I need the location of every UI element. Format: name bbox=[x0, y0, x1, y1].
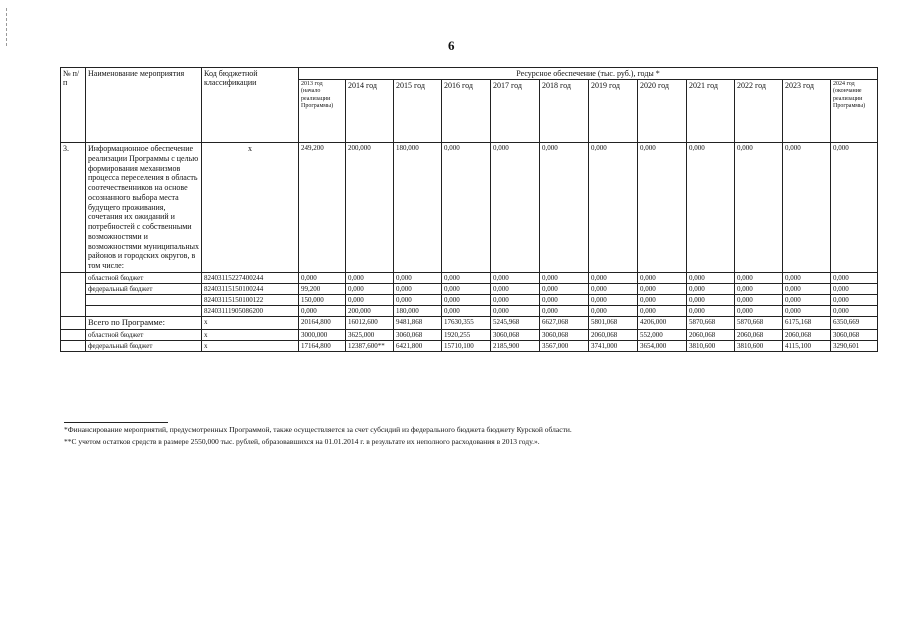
table-cell: 3060,068 bbox=[491, 329, 540, 340]
table-cell: 12387,600** bbox=[346, 340, 394, 351]
header-name: Наименование мероприятия bbox=[86, 68, 202, 143]
total-label: федеральный бюджет bbox=[86, 340, 202, 351]
table-cell: 0,000 bbox=[442, 143, 491, 273]
table-cell: 0,000 bbox=[491, 306, 540, 317]
total-label: областной бюджет bbox=[86, 329, 202, 340]
header-year: 2020 год bbox=[638, 80, 687, 143]
table-cell: 2185,900 bbox=[491, 340, 540, 351]
table-cell: 17164,800 bbox=[299, 340, 346, 351]
header-year: 2015 год bbox=[394, 80, 442, 143]
footnote-2: **С учетом остатков средств в размере 2550,000 тыс. рублей, образовавшихся на 01.01.2014 г. в результате их неполного расходования в 2013 году.». bbox=[64, 437, 540, 446]
header-year: 2019 год bbox=[589, 80, 638, 143]
table-cell: 0,000 bbox=[687, 143, 735, 273]
table-cell: 0,000 bbox=[442, 295, 491, 306]
table-cell: 0,000 bbox=[735, 295, 783, 306]
table-cell: 5870,668 bbox=[687, 317, 735, 330]
table-cell: 20164,800 bbox=[299, 317, 346, 330]
row-code: 82403111905086200 bbox=[202, 306, 299, 317]
page-number: 6 bbox=[448, 38, 455, 53]
table-cell: 0,000 bbox=[831, 306, 878, 317]
scan-margin-mark bbox=[6, 8, 8, 46]
total-label: Всего по Программе: bbox=[86, 317, 202, 330]
table-cell: 0,000 bbox=[491, 283, 540, 294]
table-cell: 2060,068 bbox=[783, 329, 831, 340]
table-cell: 16012,600 bbox=[346, 317, 394, 330]
row-label bbox=[86, 295, 202, 306]
table-cell: 0,000 bbox=[638, 283, 687, 294]
table-cell: 3060,068 bbox=[540, 329, 589, 340]
table-cell: 6175,168 bbox=[783, 317, 831, 330]
header-year: 2013 год (начало реализации Программы) bbox=[299, 80, 346, 143]
table-cell: 2060,068 bbox=[735, 329, 783, 340]
table-row bbox=[61, 283, 878, 294]
table-cell: 3810,600 bbox=[735, 340, 783, 351]
row-label: федеральный бюджет bbox=[86, 283, 202, 294]
table-cell: 5870,668 bbox=[735, 317, 783, 330]
table-cell: 17630,355 bbox=[442, 317, 491, 330]
footnotes bbox=[64, 422, 824, 448]
table-cell: 0,000 bbox=[442, 306, 491, 317]
table-row bbox=[61, 306, 878, 317]
table-cell: 99,200 bbox=[299, 283, 346, 294]
table-cell: 0,000 bbox=[346, 272, 394, 283]
table-cell: 6627,068 bbox=[540, 317, 589, 330]
table-cell: 0,000 bbox=[735, 283, 783, 294]
table-cell: 0,000 bbox=[589, 295, 638, 306]
table-cell: 0,000 bbox=[491, 272, 540, 283]
table-cell: 200,000 bbox=[346, 306, 394, 317]
table-cell: 0,000 bbox=[783, 306, 831, 317]
table-cell: 0,000 bbox=[831, 143, 878, 273]
header-year: 2016 год bbox=[442, 80, 491, 143]
table-cell: 200,000 bbox=[346, 143, 394, 273]
table-cell: 0,000 bbox=[589, 283, 638, 294]
header-year: 2022 год bbox=[735, 80, 783, 143]
table-cell: 4206,000 bbox=[638, 317, 687, 330]
row-code: 82403115150100244 bbox=[202, 283, 299, 294]
row-label bbox=[86, 306, 202, 317]
header-year: 2017 год bbox=[491, 80, 540, 143]
table-cell: 5801,068 bbox=[589, 317, 638, 330]
table-cell: 3625,000 bbox=[346, 329, 394, 340]
table-cell: 0,000 bbox=[442, 272, 491, 283]
table-cell: 0,000 bbox=[783, 272, 831, 283]
table-cell: 0,000 bbox=[442, 283, 491, 294]
row-code: 82403115150100122 bbox=[202, 295, 299, 306]
table-cell: 4115,100 bbox=[783, 340, 831, 351]
table-cell: 0,000 bbox=[346, 283, 394, 294]
activity-code: х bbox=[202, 143, 299, 273]
table-cell: 180,000 bbox=[394, 143, 442, 273]
table-cell: 2060,068 bbox=[589, 329, 638, 340]
row-num-empty bbox=[61, 272, 86, 316]
table-cell: 0,000 bbox=[540, 143, 589, 273]
table-cell: 0,000 bbox=[299, 306, 346, 317]
total-code: х bbox=[202, 340, 299, 351]
table-cell: 0,000 bbox=[638, 306, 687, 317]
table-cell: 0,000 bbox=[638, 272, 687, 283]
table-cell: 0,000 bbox=[346, 295, 394, 306]
table-cell: 3060,068 bbox=[394, 329, 442, 340]
table-cell: 0,000 bbox=[540, 306, 589, 317]
row-num: 3. bbox=[61, 143, 86, 273]
table-cell: 0,000 bbox=[735, 306, 783, 317]
table-row-main bbox=[61, 143, 878, 273]
header-code: Код бюджетной классификации bbox=[202, 68, 299, 143]
table-cell: 6350,669 bbox=[831, 317, 878, 330]
table-cell: 0,000 bbox=[491, 143, 540, 273]
table-cell: 0,000 bbox=[735, 143, 783, 273]
table-cell: 0,000 bbox=[540, 272, 589, 283]
total-row bbox=[61, 329, 878, 340]
table-row bbox=[61, 295, 878, 306]
activity-name: Информационное обеспечение реализации Программы с целью формирования механизмов процесса переселения в область соотечественников на основе осознанного выбора места будущего проживания, сочетания их ожиданий и потребностей с собственными возможностями и возможностями муниципальных районов и городских округов, в том числе: bbox=[86, 143, 202, 273]
table-cell: 0,000 bbox=[687, 283, 735, 294]
table-cell: 0,000 bbox=[589, 272, 638, 283]
header-year: 2024 год (окончание реализации Программы) bbox=[831, 80, 878, 143]
table-cell: 0,000 bbox=[831, 295, 878, 306]
table-cell: 3654,000 bbox=[638, 340, 687, 351]
table-cell: 5245,968 bbox=[491, 317, 540, 330]
table-cell: 0,000 bbox=[540, 295, 589, 306]
header-num: № п/п bbox=[61, 68, 86, 143]
table-cell: 3060,068 bbox=[831, 329, 878, 340]
table-cell: 0,000 bbox=[687, 306, 735, 317]
table-cell: 180,000 bbox=[394, 306, 442, 317]
table-cell: 552,000 bbox=[638, 329, 687, 340]
table-cell: 0,000 bbox=[831, 272, 878, 283]
table-cell: 0,000 bbox=[638, 295, 687, 306]
table-row bbox=[61, 272, 878, 283]
table-cell: 0,000 bbox=[783, 143, 831, 273]
table-cell: 0,000 bbox=[687, 272, 735, 283]
row-num-empty bbox=[61, 317, 86, 330]
table-cell: 150,000 bbox=[299, 295, 346, 306]
table-cell: 6421,800 bbox=[394, 340, 442, 351]
total-code: х bbox=[202, 329, 299, 340]
table-cell: 0,000 bbox=[783, 283, 831, 294]
table-cell: 0,000 bbox=[491, 295, 540, 306]
table-cell: 0,000 bbox=[638, 143, 687, 273]
table-cell: 0,000 bbox=[394, 295, 442, 306]
header-resource-group: Ресурсное обеспечение (тыс. руб.), годы * bbox=[299, 68, 878, 80]
row-num-empty bbox=[61, 329, 86, 340]
table-cell: 0,000 bbox=[783, 295, 831, 306]
footnote-separator bbox=[64, 422, 168, 423]
table-cell: 9481,868 bbox=[394, 317, 442, 330]
table-cell: 3567,000 bbox=[540, 340, 589, 351]
table-cell: 0,000 bbox=[589, 306, 638, 317]
table-cell: 2060,068 bbox=[687, 329, 735, 340]
table-cell: 15710,100 bbox=[442, 340, 491, 351]
row-code: 82403115227400244 bbox=[202, 272, 299, 283]
table-cell: 3741,000 bbox=[589, 340, 638, 351]
table-cell: 3810,600 bbox=[687, 340, 735, 351]
row-num-empty bbox=[61, 340, 86, 351]
table-cell: 0,000 bbox=[735, 272, 783, 283]
total-row bbox=[61, 317, 878, 330]
total-row bbox=[61, 340, 878, 351]
header-year: 2021 год bbox=[687, 80, 735, 143]
total-code: х bbox=[202, 317, 299, 330]
table-cell: 3000,000 bbox=[299, 329, 346, 340]
table-cell: 0,000 bbox=[831, 283, 878, 294]
header-year: 2023 год bbox=[783, 80, 831, 143]
header-year: 2018 год bbox=[540, 80, 589, 143]
table-cell: 0,000 bbox=[394, 272, 442, 283]
table-cell: 3290,601 bbox=[831, 340, 878, 351]
table-cell: 0,000 bbox=[687, 295, 735, 306]
budget-table bbox=[60, 67, 878, 352]
table-cell: 1920,255 bbox=[442, 329, 491, 340]
table-cell: 0,000 bbox=[394, 283, 442, 294]
table-cell: 0,000 bbox=[299, 272, 346, 283]
row-label: областной бюджет bbox=[86, 272, 202, 283]
table-cell: 0,000 bbox=[589, 143, 638, 273]
table-cell: 0,000 bbox=[540, 283, 589, 294]
header-year: 2014 год bbox=[346, 80, 394, 143]
footnote-1: *Финансирование мероприятий, предусмотренных Программой, также осуществляется за счет субсидий из федерального бюджета бюджету Курской области. bbox=[64, 425, 572, 434]
table-cell: 249,200 bbox=[299, 143, 346, 273]
